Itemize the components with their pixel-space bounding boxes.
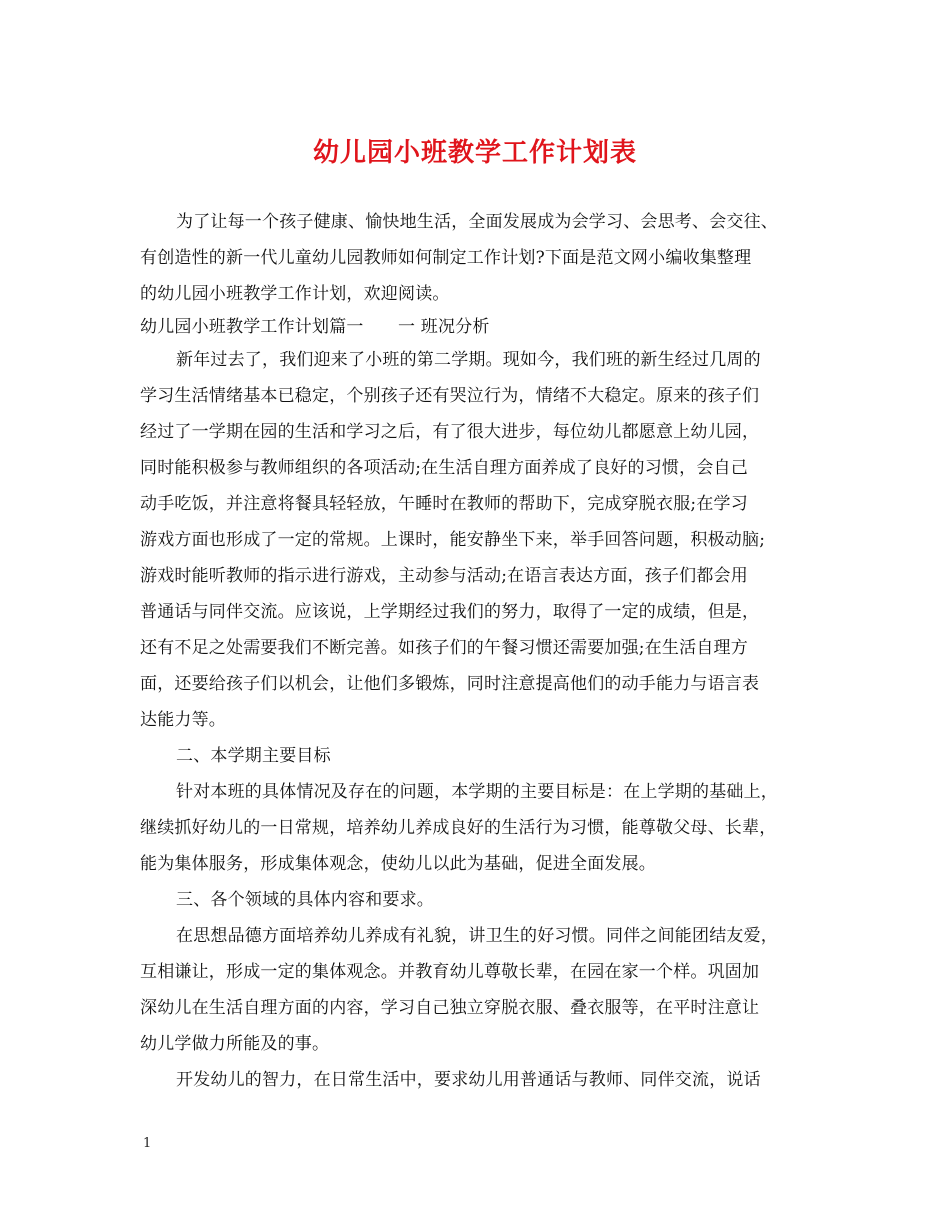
paragraph-line: 普通话与同伴交流。应该说，上学期经过我们的努力，取得了一定的成绩，但是，: [140, 602, 760, 622]
page-number: 1: [143, 1136, 152, 1151]
paragraph-line: 在思想品德方面培养幼儿养成有礼貌，讲卫生的好习惯。同伴之间能团结友爱，: [176, 926, 778, 946]
section-heading-line: 幼儿园小班教学工作计划篇一 一 班况分析: [140, 317, 490, 337]
document-title: 幼儿园小班教学工作计划表: [312, 138, 637, 168]
paragraph-line: 经过了一学期在园的生活和学习之后，有了很大进步，每位幼儿都愿意上幼儿园，: [140, 422, 760, 442]
paragraph-line: 的幼儿园小班教学工作计划，欢迎阅读。: [140, 284, 450, 304]
section-heading-line: 二、本学期主要目标: [176, 746, 331, 766]
paragraph-line: 深幼儿在生活自理方面的内容，学习自己独立穿脱衣服、叠衣服等，在平时注意让: [140, 998, 760, 1018]
paragraph-line: 幼儿学做力所能及的事。: [140, 1034, 330, 1054]
paragraph-line: 游戏方面也形成了一定的常规。上课时，能安静坐下来，举手回答问题，积极动脑;: [140, 530, 766, 550]
paragraph-line: 为了让每一个孩子健康、愉快地生活，全面发展成为会学习、会思考、会交往、: [176, 212, 778, 232]
paragraph-line: 有创造性的新一代儿童幼儿园教师如何制定工作计划?下面是范文网小编收集整理: [140, 248, 752, 268]
paragraph-line: 面，还要给孩子们以机会，让他们多锻炼，同时注意提高他们的动手能力与语言表: [140, 674, 760, 694]
paragraph-line: 新年过去了，我们迎来了小班的第二学期。现如今，我们班的新生经过几周的: [176, 350, 761, 370]
paragraph-line: 达能力等。: [140, 710, 226, 730]
paragraph-line: 开发幼儿的智力，在日常生活中，要求幼儿用普通话与教师、同伴交流，说话: [176, 1070, 761, 1090]
paragraph-line: 互相谦让，形成一定的集体观念。并教育幼儿尊敬长辈，在园在家一个样。巩固加: [140, 962, 760, 982]
section-heading-line: 三、各个领域的具体内容和要求。: [176, 890, 434, 910]
paragraph-line: 游戏时能听教师的指示进行游戏，主动参与活动;在语言表达方面，孩子们都会用: [140, 566, 748, 586]
paragraph-line: 学习生活情绪基本已稳定，个别孩子还有哭泣行为，情绪不大稳定。原来的孩子们: [140, 386, 760, 406]
paragraph-line: 还有不足之处需要我们不断完善。如孩子们的午餐习惯还需要加强;在生活自理方: [140, 638, 748, 658]
paragraph-line: 能为集体服务，形成集体观念，使幼儿以此为基础，促进全面发展。: [140, 854, 656, 874]
paragraph-line: 动手吃饭，并注意将餐具轻轻放，午睡时在教师的帮助下，完成穿脱衣服;在学习: [140, 494, 748, 514]
paragraph-line: 针对本班的具体情况及存在的问题，本学期的主要目标是：在上学期的基础上，: [176, 782, 778, 802]
paragraph-line: 同时能积极参与教师组织的各项活动;在生活自理方面养成了良好的习惯，会自己: [140, 458, 748, 478]
paragraph-line: 继续抓好幼儿的一日常规，培养幼儿养成良好的生活行为习惯，能尊敬父母、长辈，: [140, 818, 777, 838]
